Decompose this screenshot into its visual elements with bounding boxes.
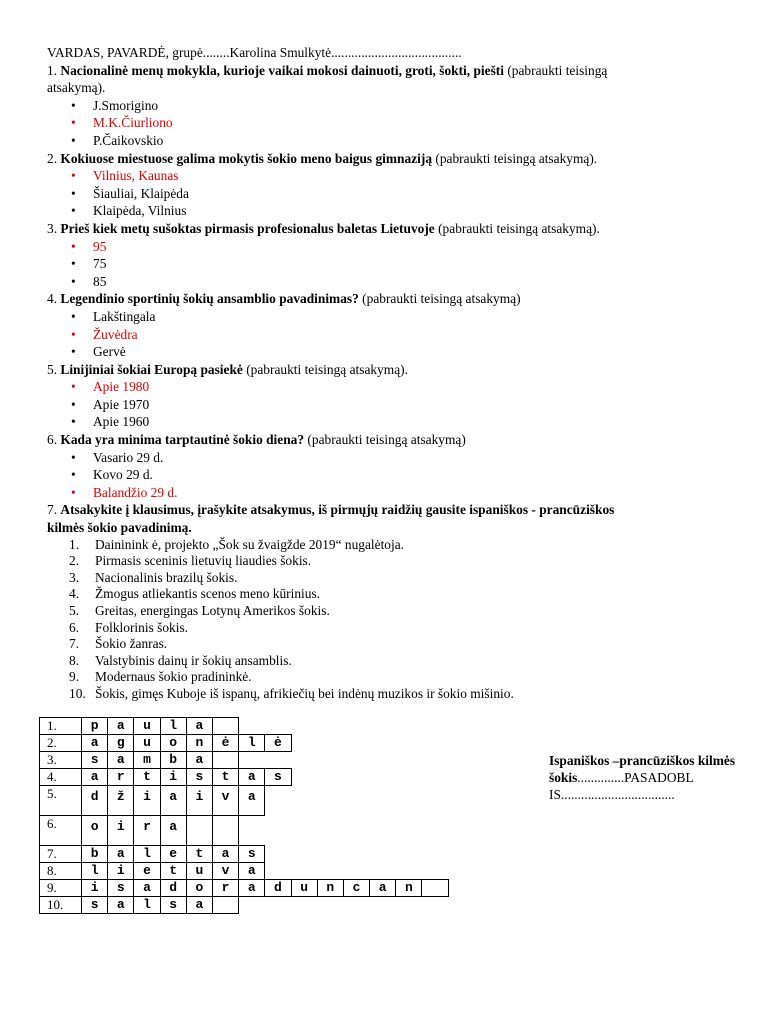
crossword-cell[interactable]: a bbox=[212, 845, 239, 863]
crossword-cell[interactable]: e bbox=[160, 845, 187, 863]
clue-item bbox=[47, 686, 727, 703]
bullet-icon: • bbox=[71, 326, 76, 342]
options-list bbox=[47, 167, 727, 220]
option-text: Kovo 29 d. bbox=[93, 467, 153, 483]
question-text: Prieš kiek metų sušoktas pirmasis profesionalus baletas Lietuvoje bbox=[60, 220, 435, 236]
crossword-cell[interactable]: a bbox=[238, 879, 265, 897]
option bbox=[47, 413, 727, 431]
crossword-cell[interactable]: r bbox=[107, 768, 134, 786]
option-text: Klaipėda, Vilnius bbox=[93, 203, 187, 219]
question-number: 5. bbox=[47, 361, 58, 377]
bullet-icon: • bbox=[71, 185, 76, 201]
answer-box bbox=[549, 752, 739, 803]
option-text: Apie 1970 bbox=[93, 396, 150, 412]
crossword-cell[interactable]: a bbox=[81, 768, 108, 786]
question-text: Kokiuose miestuose galima mokytis šokio meno baigus gimnaziją bbox=[60, 150, 433, 166]
option-correct bbox=[47, 326, 727, 344]
questions-list bbox=[47, 62, 727, 502]
crossword-cell[interactable]: ž bbox=[107, 785, 134, 816]
options-list bbox=[47, 378, 727, 431]
bullet-icon: • bbox=[71, 273, 76, 289]
question-number: 6. bbox=[47, 432, 58, 448]
crossword-cell[interactable]: b bbox=[160, 751, 187, 769]
crossword-row-number: 9. bbox=[39, 879, 82, 897]
crossword-cell[interactable]: a bbox=[160, 785, 187, 816]
crossword-cell[interactable]: o bbox=[186, 879, 213, 897]
crossword-cell[interactable]: a bbox=[107, 896, 134, 914]
crossword-cell[interactable]: i bbox=[133, 785, 160, 816]
option bbox=[47, 132, 727, 150]
option bbox=[47, 273, 727, 291]
crossword-cell[interactable]: a bbox=[238, 768, 265, 786]
question-hint: (pabraukti teisingą atsakymą) bbox=[304, 432, 466, 448]
question-number: 2. bbox=[47, 150, 58, 166]
answer-label: Ispaniškos –prancūziškos kilmės šokis bbox=[549, 753, 736, 785]
crossword-cell[interactable]: a bbox=[186, 751, 213, 769]
question-7 bbox=[47, 501, 727, 702]
crossword-row-number: 6. bbox=[39, 815, 82, 846]
crossword-row-number: 7. bbox=[39, 845, 82, 863]
option bbox=[47, 343, 727, 361]
crossword-cell[interactable]: s bbox=[264, 768, 291, 786]
option bbox=[47, 449, 727, 467]
bullet-icon: • bbox=[71, 396, 76, 412]
option-text: 85 bbox=[93, 273, 107, 289]
bullet-icon: • bbox=[71, 168, 76, 184]
question-text: Kada yra minima tarptautinė šokio diena? bbox=[60, 432, 305, 448]
question-4 bbox=[47, 290, 727, 308]
crossword-cell[interactable]: i bbox=[107, 815, 134, 846]
question-5 bbox=[47, 361, 727, 379]
crossword-cell[interactable]: v bbox=[212, 862, 239, 880]
option-text: 75 bbox=[93, 256, 107, 272]
question-hint: (pabraukti teisingą atsakymą). bbox=[434, 220, 600, 236]
option-correct bbox=[47, 238, 727, 256]
question-hint: (pabraukti teisingą atsakymą) bbox=[358, 291, 521, 307]
crossword-cell[interactable] bbox=[212, 751, 239, 769]
option bbox=[47, 255, 727, 273]
crossword-row bbox=[39, 815, 448, 845]
crossword-row bbox=[39, 862, 448, 879]
crossword-cell[interactable]: a bbox=[186, 717, 213, 735]
clue-text: Žmogus atliekantis scenos meno kūrinius. bbox=[95, 586, 321, 602]
question-text-cont: kilmės šokio pavadinimą. bbox=[47, 520, 192, 536]
crossword-row-number: 1. bbox=[39, 717, 82, 735]
crossword-cell[interactable]: a bbox=[160, 815, 187, 846]
bullet-icon: • bbox=[71, 344, 76, 360]
bullet-icon: • bbox=[71, 484, 76, 500]
crossword-cell[interactable]: a bbox=[238, 785, 265, 816]
clue-number: 5. bbox=[69, 603, 80, 618]
crossword-cell[interactable]: n bbox=[317, 879, 344, 897]
crossword-cell[interactable]: u bbox=[186, 862, 213, 880]
clue-item bbox=[47, 553, 727, 570]
crossword-cell[interactable]: g bbox=[107, 734, 134, 752]
crossword-row bbox=[39, 845, 448, 862]
clue-text: Šokio žanras. bbox=[95, 636, 168, 652]
crossword-cell[interactable]: s bbox=[81, 751, 108, 769]
crossword-cell[interactable]: l bbox=[133, 896, 160, 914]
bullet-icon: • bbox=[71, 203, 76, 219]
question-number: 3. bbox=[47, 220, 58, 236]
clue-item bbox=[47, 636, 727, 653]
crossword-cell[interactable]: l bbox=[238, 734, 265, 752]
question-3 bbox=[47, 220, 727, 238]
option-text: Žuvėdra bbox=[93, 326, 138, 342]
option-text: Apie 1980 bbox=[93, 379, 150, 395]
option-text: Vilnius, Kaunas bbox=[93, 168, 179, 184]
clue-text: Folklorinis šokis. bbox=[95, 619, 189, 635]
option-text: Lakštingala bbox=[93, 308, 156, 324]
option-text: Gervė bbox=[93, 344, 126, 360]
crossword-cell[interactable]: a bbox=[81, 734, 108, 752]
clue-number: 10. bbox=[69, 685, 86, 701]
question-text: Atsakykite į klausimus, įrašykite atsakymus, iš pirmųjų raidžių gausite ispaniškos - prancūziškos bbox=[60, 502, 615, 518]
crossword-cell[interactable]: i bbox=[160, 768, 187, 786]
crossword-cell[interactable]: n bbox=[395, 879, 422, 897]
crossword-cell[interactable]: o bbox=[160, 734, 187, 752]
crossword-cell[interactable]: a bbox=[238, 862, 265, 880]
clue-number: 7. bbox=[69, 636, 80, 652]
question-number: 4. bbox=[47, 291, 58, 307]
crossword-cell[interactable]: s bbox=[186, 768, 213, 786]
crossword-cell[interactable]: t bbox=[212, 768, 239, 786]
crossword-cell[interactable]: a bbox=[107, 845, 134, 863]
question-hint: (pabraukti teisingą atsakymą). bbox=[242, 361, 408, 377]
clue-text: Modernaus šokio pradininkė. bbox=[95, 669, 252, 685]
clue-text: Valstybinis dainų ir šokių ansamblis. bbox=[95, 652, 292, 668]
crossword-cell[interactable] bbox=[212, 896, 239, 914]
crossword-cell[interactable]: a bbox=[133, 879, 160, 897]
bullet-icon: • bbox=[71, 414, 76, 430]
crossword-row-number: 4. bbox=[39, 768, 82, 786]
option-correct bbox=[47, 378, 727, 396]
bullet-icon: • bbox=[71, 449, 76, 465]
option-correct bbox=[47, 114, 727, 132]
question-7-heading bbox=[47, 501, 727, 536]
crossword-cell[interactable] bbox=[186, 815, 213, 846]
question-hint-cont: atsakymą). bbox=[47, 80, 106, 96]
crossword-cell[interactable] bbox=[421, 879, 448, 897]
crossword-cell[interactable]: i bbox=[186, 785, 213, 816]
crossword-cell[interactable]: d bbox=[81, 785, 108, 816]
option-text: Balandžio 29 d. bbox=[93, 484, 178, 500]
crossword-row-number: 10. bbox=[39, 896, 82, 914]
crossword-cell[interactable]: o bbox=[81, 815, 108, 846]
crossword-row bbox=[39, 879, 448, 896]
crossword-cell[interactable]: a bbox=[369, 879, 396, 897]
crossword-cell[interactable]: s bbox=[107, 879, 134, 897]
crossword-cell[interactable]: e bbox=[133, 862, 160, 880]
answer-value: ..............PASADOBL IS.................................. bbox=[549, 770, 694, 802]
crossword-cell[interactable]: m bbox=[133, 751, 160, 769]
option bbox=[47, 396, 727, 414]
question-text: Legendinio sportinių šokių ansamblio pavadinimas? bbox=[60, 291, 359, 307]
crossword-cell[interactable]: s bbox=[81, 896, 108, 914]
crossword-cell[interactable]: t bbox=[186, 845, 213, 863]
option-text: Vasario 29 d. bbox=[93, 449, 164, 465]
worksheet bbox=[47, 44, 727, 703]
crossword-grid bbox=[39, 717, 448, 913]
crossword-cell[interactable]: d bbox=[264, 879, 291, 897]
clue-number: 3. bbox=[69, 569, 80, 585]
crossword-cell[interactable]: t bbox=[133, 768, 160, 786]
option-correct bbox=[47, 484, 727, 502]
crossword-row bbox=[39, 717, 448, 734]
crossword-cell[interactable]: i bbox=[107, 862, 134, 880]
crossword-row-number: 3. bbox=[39, 751, 82, 769]
clue-item bbox=[47, 586, 727, 603]
question-1 bbox=[47, 62, 727, 97]
clue-text: Daininink ė, projekto „Šok su žvaigžde 2019“ nugalėtoja. bbox=[95, 536, 405, 552]
crossword-row bbox=[39, 751, 448, 768]
crossword-cell[interactable]: u bbox=[133, 734, 160, 752]
crossword-cell[interactable]: u bbox=[291, 879, 318, 897]
clues-list bbox=[47, 537, 727, 703]
question-2 bbox=[47, 150, 727, 168]
clue-item bbox=[47, 570, 727, 587]
option-text: J.Smorigino bbox=[93, 97, 159, 113]
clue-item bbox=[47, 537, 727, 554]
option bbox=[47, 97, 727, 115]
crossword-row-number: 2. bbox=[39, 734, 82, 752]
options-list bbox=[47, 449, 727, 502]
crossword-cell[interactable]: u bbox=[133, 717, 160, 735]
crossword-cell[interactable]: s bbox=[160, 896, 187, 914]
question-hint: (pabraukti teisingą atsakymą). bbox=[432, 150, 598, 166]
crossword-cell[interactable]: a bbox=[186, 896, 213, 914]
option bbox=[47, 185, 727, 203]
option bbox=[47, 466, 727, 484]
crossword-cell[interactable]: s bbox=[238, 845, 265, 863]
clue-item bbox=[47, 603, 727, 620]
crossword-row-number: 8. bbox=[39, 862, 82, 880]
question-text: Nacionalinė menų mokykla, kurioje vaikai mokosi dainuoti, groti, šokti, piešti bbox=[60, 62, 504, 78]
bullet-icon: • bbox=[71, 115, 76, 131]
clue-number: 1. bbox=[69, 536, 80, 552]
clue-text: Greitas, energingas Lotynų Amerikos šokis. bbox=[95, 603, 330, 618]
bullet-icon: • bbox=[71, 256, 76, 272]
crossword-cell[interactable] bbox=[212, 717, 239, 735]
question-text: Linijiniai šokiai Europą pasiekė bbox=[60, 361, 243, 377]
question-number: 7. bbox=[47, 502, 58, 518]
clue-number: 6. bbox=[69, 619, 80, 635]
crossword-cell[interactable]: a bbox=[107, 717, 134, 735]
crossword-cell[interactable]: l bbox=[160, 717, 187, 735]
options-list bbox=[47, 238, 727, 291]
bullet-icon: • bbox=[71, 467, 76, 483]
crossword-cell[interactable]: i bbox=[81, 879, 108, 897]
bullet-icon: • bbox=[71, 308, 76, 324]
option bbox=[47, 308, 727, 326]
crossword-cell[interactable]: a bbox=[107, 751, 134, 769]
option-correct bbox=[47, 167, 727, 185]
clue-text: Pirmasis sceninis lietuvių liaudies šokis. bbox=[95, 553, 312, 569]
crossword-row bbox=[39, 785, 448, 815]
crossword-row bbox=[39, 734, 448, 751]
question-6 bbox=[47, 431, 727, 449]
crossword-cell[interactable]: n bbox=[186, 734, 213, 752]
student-name-line: VARDAS, PAVARDĖ, grupė........Karolina Smulkytė....................................... bbox=[47, 45, 462, 60]
crossword-row-number: 5. bbox=[39, 785, 82, 816]
crossword-cell[interactable]: d bbox=[160, 879, 187, 897]
option-text: M.K.Čiurliono bbox=[93, 115, 173, 131]
clue-number: 9. bbox=[69, 669, 80, 685]
bullet-icon: • bbox=[71, 132, 76, 148]
crossword-cell[interactable]: b bbox=[81, 845, 108, 863]
bullet-icon: • bbox=[71, 379, 76, 395]
clue-text: Nacionalinis brazilų šokis. bbox=[95, 569, 238, 585]
bullet-icon: • bbox=[71, 238, 76, 254]
option-text: Apie 1960 bbox=[93, 414, 150, 430]
crossword-cell[interactable]: c bbox=[343, 879, 370, 897]
options-list bbox=[47, 308, 727, 361]
question-number: 1. bbox=[47, 62, 58, 78]
bullet-icon: • bbox=[71, 97, 76, 113]
clue-number: 2. bbox=[69, 553, 80, 569]
crossword-cell[interactable]: l bbox=[81, 862, 108, 880]
clue-item bbox=[47, 653, 727, 670]
clue-text: Šokis, gimęs Kuboje iš ispanų, afrikiečių bei indėnų muzikos ir šokio mišinio. bbox=[95, 685, 514, 701]
question-hint: (pabraukti teisingą bbox=[503, 62, 608, 78]
option-text: Šiauliai, Klaipėda bbox=[93, 185, 189, 201]
crossword-cell[interactable]: r bbox=[212, 879, 239, 897]
option-text: P.Čaikovskio bbox=[93, 132, 164, 148]
crossword-cell[interactable]: p bbox=[81, 717, 108, 735]
options-list bbox=[47, 97, 727, 150]
crossword-row bbox=[39, 768, 448, 785]
crossword-row bbox=[39, 896, 448, 913]
crossword-cell[interactable]: t bbox=[160, 862, 187, 880]
clue-number: 8. bbox=[69, 652, 80, 668]
option bbox=[47, 202, 727, 220]
crossword-cell[interactable]: ė bbox=[264, 734, 291, 752]
clue-item bbox=[47, 669, 727, 686]
crossword-cell[interactable]: l bbox=[133, 845, 160, 863]
crossword-cell[interactable] bbox=[212, 815, 239, 846]
clue-item bbox=[47, 620, 727, 637]
crossword-cell[interactable]: ė bbox=[212, 734, 239, 752]
clue-number: 4. bbox=[69, 586, 80, 602]
option-text: 95 bbox=[93, 238, 107, 254]
crossword-cell[interactable]: v bbox=[212, 785, 239, 816]
crossword-cell[interactable]: r bbox=[133, 815, 160, 846]
